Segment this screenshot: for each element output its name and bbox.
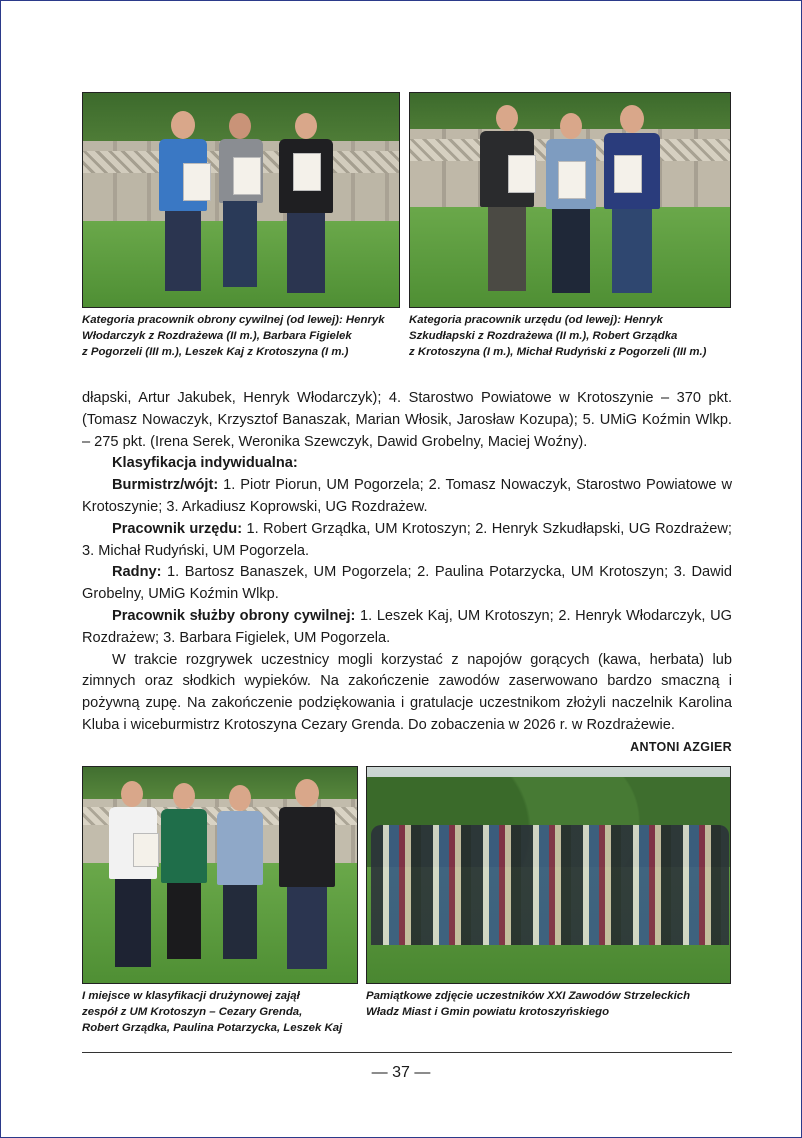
footer-divider — [82, 1052, 732, 1053]
person-figure — [275, 779, 339, 979]
photo-civil-defence-winners — [82, 92, 400, 308]
person-figure — [213, 785, 267, 969]
section-heading: Klasyfikacja indywidualna: — [112, 455, 298, 472]
photo-team-winners — [82, 766, 358, 984]
group-of-people — [371, 825, 729, 945]
article-paragraph: dłapski, Artur Jakubek, Henryk Włodarczyk); 4. Starostwo Powiatowe w Krotoszynie – 370 pkt. (Tomasz Nowaczyk, Krzysztof Banaszak, Marian Włosik, Jarosław Kozupa); 5. UMiG Koźmin Wlkp. – 275 pkt. (Irena Serek, Weronika Szewczyk, Dawid Grobelny, Maciej Woźny). — [82, 390, 732, 450]
category-result: Pracownik służby obrony cywilnej: 1. Leszek Kaj, UM Krotoszyn; 2. Henryk Włodarczyk, UG Rozdrażew; 3. Barbara Figielek, UM Pogorzela. — [82, 607, 732, 646]
page-number: — 37 — — [371, 1064, 431, 1081]
photo-caption: Kategoria pracownik urzędu (od lewej): Henryk Szkudłapski z Rozdrażewa (II m.), Robert Grządka z Krotoszyna (I m.), Michał Rudyński z Pogorzeli (III m.) — [409, 314, 707, 358]
photo-caption: I miejsce w klasyfikacji drużynowej zajął zespół z UM Krotoszyn – Cezary Grenda, Robert Grządka, Paulina Potarzycka, Leszek Kaj — [82, 990, 343, 1034]
category-result: Pracownik urzędu: 1. Robert Grządka, UM Krotoszyn; 2. Henryk Szkudłapski, UG Rozdrażew; 3. Michał Rudyński, UM Pogorzela. — [82, 520, 732, 559]
article-paragraph: W trakcie rozgrywek uczestnicy mogli korzystać z napojów gorących (kawa, herbata) lub zimnych oraz słodkich wypieków. Na zakończenie zawodów zaserwowano bardzo smaczną i pożywną zupę. Na zakończenie podziękowania i gratulacje uczestnikom złożyli naczelnik Karolina Kluba i wiceburmistrz Krotoszyna Cezary Grenda. Do zobaczenia w 2026 r. w Rozdrażewie. — [82, 651, 732, 733]
category-result: Burmistrz/wójt: 1. Piotr Piorun, UM Pogorzela; 2. Tomasz Nowaczyk, Starostwo Powiatowe w Krotoszynie; 3. Arkadiusz Koprowski, UG Rozdrażew. — [82, 477, 732, 515]
category-result: Radny: 1. Bartosz Banaszek, UM Pogorzela; 2. Paulina Potarzycka, UM Krotoszyn; 3. Dawid Grobelny, UMiG Koźmin Wlkp. — [82, 564, 732, 603]
person-figure — [542, 113, 600, 303]
photo-caption: Pamiątkowe zdjęcie uczestników XXI Zawodów Strzeleckich Władz Miast i Gmin powiatu krotoszyńskiego — [366, 990, 691, 1018]
person-figure — [157, 783, 211, 969]
photo-office-worker-winners — [409, 92, 731, 308]
photo-caption: Kategoria pracownik obrony cywilnej (od lewej): Henryk Włodarczyk z Rozdrażewa (II m.), Barbara Figielek z Pogorzeli (III m.), Leszek Kaj z Krotoszyna (I m.) — [82, 314, 385, 358]
article-author: ANTONI AZGIER — [630, 740, 732, 754]
person-figure — [153, 111, 213, 301]
person-figure — [105, 781, 161, 977]
person-figure — [275, 113, 337, 303]
person-figure — [600, 105, 664, 301]
person-figure — [213, 113, 269, 303]
photo-group-participants — [366, 766, 731, 984]
person-figure — [476, 105, 538, 301]
article-body — [82, 388, 732, 737]
